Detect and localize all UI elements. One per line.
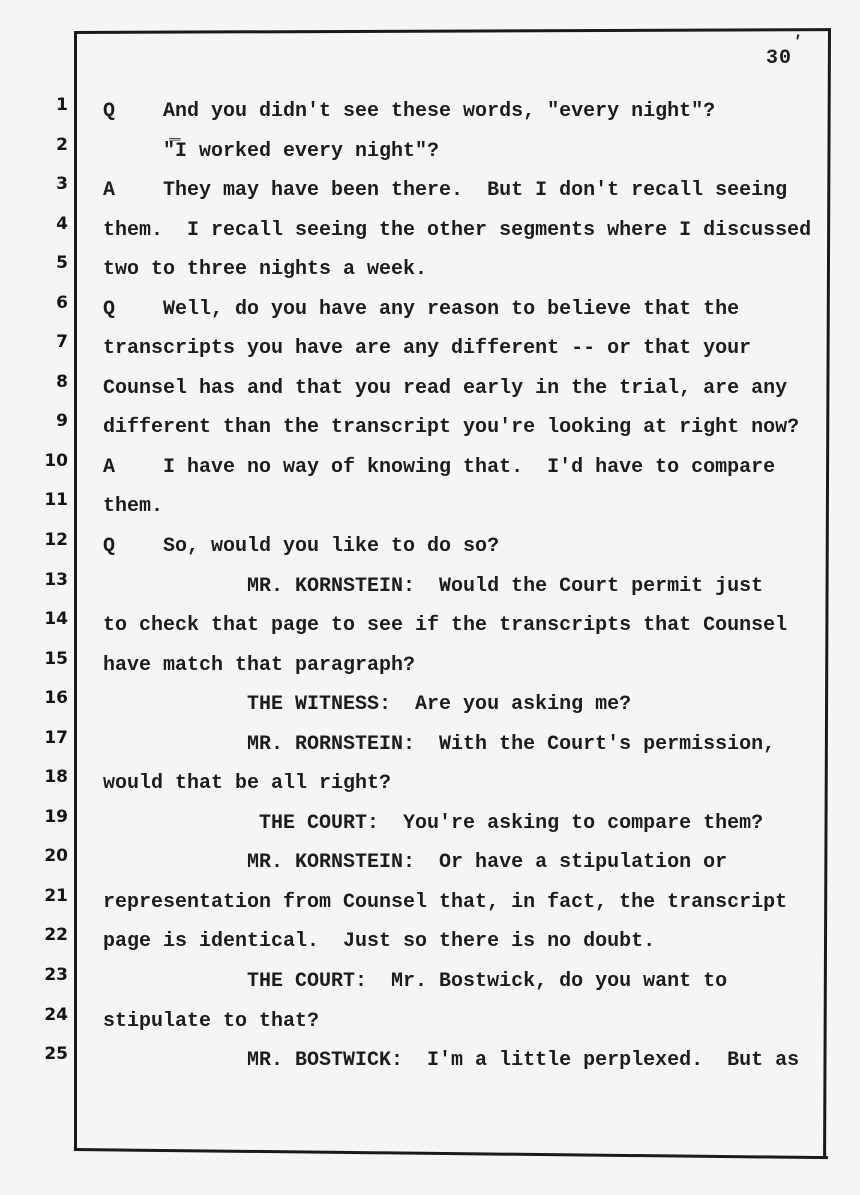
transcript-line: MR. KORNSTEIN: Would the Court permit just bbox=[103, 574, 764, 598]
transcript-line: page is identical. Just so there is no doubt. bbox=[103, 930, 656, 954]
line-number: 3 bbox=[56, 174, 68, 195]
page-number: 30 bbox=[766, 47, 793, 70]
line-number: 25 bbox=[44, 1044, 68, 1065]
line-number: 19 bbox=[44, 806, 68, 827]
frame-border-left bbox=[74, 31, 77, 1150]
transcript-line: different than the transcript you're looking at right now? bbox=[103, 416, 800, 440]
frame-border-top bbox=[74, 28, 831, 34]
transcript-text-column bbox=[103, 92, 811, 1081]
transcript-line: A I have no way of knowing that. I'd have to compare bbox=[103, 455, 776, 479]
line-number: 17 bbox=[44, 727, 68, 748]
line-number: 21 bbox=[44, 885, 68, 906]
transcript-line: THE COURT: Mr. Bostwick, do you want to bbox=[103, 970, 728, 994]
line-number: 7 bbox=[56, 332, 68, 353]
line-number: 5 bbox=[56, 253, 68, 274]
line-number: 13 bbox=[44, 569, 68, 590]
transcript-line: A They may have been there. But I don't recall seeing bbox=[103, 179, 788, 203]
line-number: 24 bbox=[44, 1004, 68, 1025]
transcript-line: Q And you didn't see these words, "every night"? bbox=[103, 100, 716, 123]
frame-border-right bbox=[823, 29, 831, 1159]
line-number: 11 bbox=[44, 490, 68, 511]
transcript-line: stipulate to that? bbox=[103, 1009, 320, 1033]
transcript-line: would that be all right? bbox=[103, 772, 392, 796]
line-number: 10 bbox=[44, 450, 68, 471]
line-number: 4 bbox=[56, 213, 68, 234]
line-number: 16 bbox=[44, 688, 68, 709]
line-number: 22 bbox=[44, 925, 68, 946]
transcript-line: MR. KORNSTEIN: Or have a stipulation or bbox=[103, 851, 728, 875]
line-number: 14 bbox=[44, 609, 68, 630]
line-number: 6 bbox=[56, 292, 68, 313]
transcript-line: THE WITNESS: Are you asking me? bbox=[103, 693, 632, 717]
transcript-line: Q So, would you like to do so? bbox=[103, 535, 500, 559]
line-number: 9 bbox=[56, 411, 68, 432]
transcript-line: MR. BOSTWICK: I'm a little perplexed. But as bbox=[103, 1049, 800, 1073]
line-number: 8 bbox=[56, 371, 68, 392]
transcript-line: Counsel has and that you read early in the trial, are any bbox=[103, 376, 788, 400]
transcript-line: to check that page to see if the transcripts that Counsel bbox=[103, 614, 788, 638]
transcript-line: Q Well, do you have any reason to believe that the bbox=[103, 297, 740, 321]
line-number: 20 bbox=[44, 846, 68, 867]
transcript-line: them. bbox=[103, 495, 164, 519]
stray-ink-mark: ' bbox=[790, 32, 804, 52]
transcript-line: MR. RORNSTEIN: With the Court's permission, bbox=[103, 732, 776, 756]
transcript-line: have match that paragraph? bbox=[103, 653, 416, 677]
transcript-line: representation from Counsel that, in fact, the transcript bbox=[103, 890, 788, 914]
transcript-line: "̿I worked every night"? bbox=[103, 139, 440, 163]
transcript-line: transcripts you have are any different -- or that your bbox=[103, 337, 752, 361]
transcript-line: them. I recall seeing the other segments where I discussed bbox=[103, 218, 812, 242]
line-number: 1 bbox=[56, 95, 68, 115]
line-number: 2 bbox=[56, 134, 68, 155]
line-number: 15 bbox=[44, 648, 68, 669]
line-number: 23 bbox=[44, 965, 68, 986]
transcript-line: two to three nights a week. bbox=[103, 258, 428, 282]
line-number-column bbox=[26, 86, 68, 1075]
frame-border-bottom bbox=[74, 1148, 828, 1159]
line-number: 12 bbox=[44, 530, 68, 551]
transcript-line: THE COURT: You're asking to compare them? bbox=[103, 811, 764, 835]
line-number: 18 bbox=[44, 767, 68, 788]
